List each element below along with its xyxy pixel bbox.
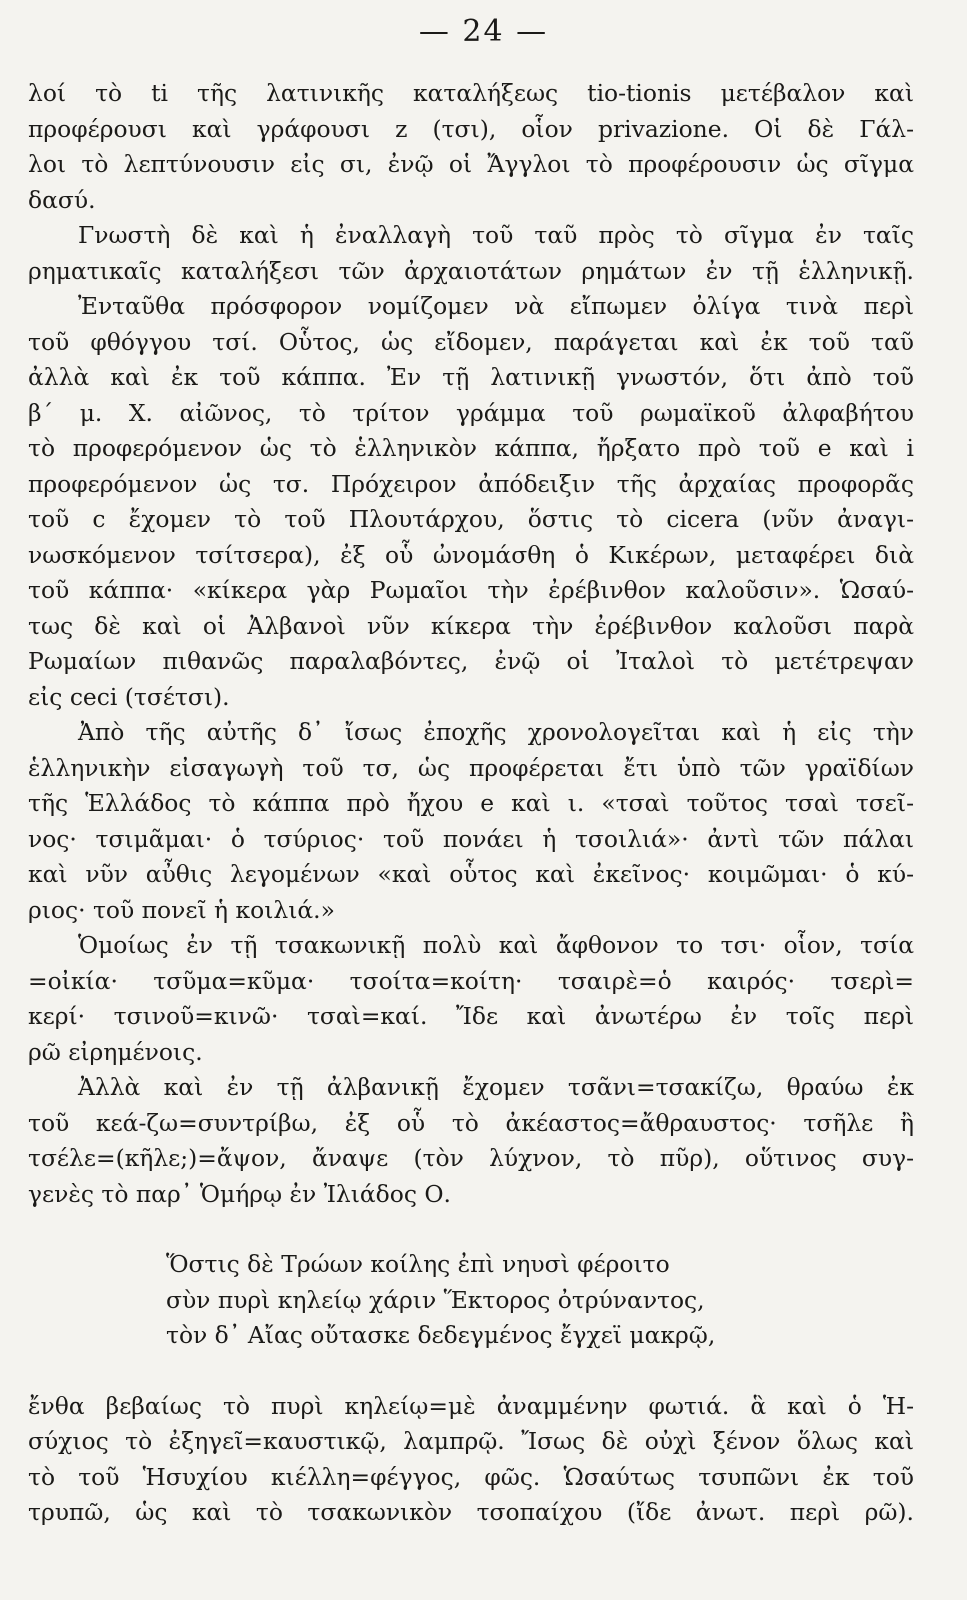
text-line: ριος· τοῦ πονεῖ ἡ κοιλιά.» — [28, 895, 335, 924]
text-line: καὶ νῦν αὖθις λεγομένων «καὶ οὗτος καὶ ἐκεῖνος· κοιμῶμαι· ὁ κύ- — [28, 860, 914, 888]
text-line: σύχιος τὸ ἐξηγεῖ=καυστικῷ, λαμπρῷ. Ἴσως δὲ οὐχὶ ξένον ὅλως καὶ — [28, 1427, 914, 1455]
verse-line: Ὅστις δὲ Τρώων κοίλης ἐπὶ νηυσὶ φέροιτο — [166, 1250, 670, 1278]
text-line: τως δὲ καὶ οἱ Ἀλβανοὶ νῦν κίκερα τὴν ἐρέβινθον καλοῦσι παρὰ — [28, 611, 914, 640]
text-line: =οἰκία· τσῦμα=κῦμα· τσοίτα=κοίτη· τσαιρὲ=ὁ καιρός· τσερὶ= — [28, 966, 914, 995]
text-line: τρυπῶ, ὡς καὶ τὸ τσακωνικὸν τσοπαίχου (ἴδε ἀνωτ. περὶ ρῶ). — [28, 1498, 914, 1526]
body-text — [28, 76, 914, 1531]
verse-line: τὸν δ᾽ Αἴας οὔτασκε δεδεγμένος ἔγχεϊ μακρῷ, — [166, 1321, 716, 1349]
text-line: τοῦ c ἔχομεν τὸ τοῦ Πλουτάρχου, ὅστις τὸ cicera (νῦν ἀναγι- — [28, 505, 914, 533]
text-line: τῆς Ἑλλάδος τὸ κάππα πρὸ ἤχου e καὶ ι. «τσαὶ τοῦτος τσαὶ τσεῖ- — [28, 789, 914, 817]
text-line: Ρωμαίων πιθανῶς παραλαβόντες, ἐνῷ οἱ Ἰταλοὶ τὸ μετέτρεψαν — [28, 647, 914, 675]
text-line: νωσκόμενον τσίτσερα), ἐξ οὗ ὠνομάσθη ὁ Κικέρων, μεταφέρει διὰ — [28, 540, 914, 569]
text-line: ἑλληνικὴν εἰσαγωγὴ τοῦ τσ, ὡς προφέρεται ἔτι ὑπὸ τῶν γραϊδίων — [28, 753, 914, 782]
text-line: κερί· τσινοῦ=κινῶ· τσαὶ=καί. Ἴδε καὶ ἀνωτέρω ἐν τοῖς περὶ — [28, 1002, 914, 1030]
text-line: ρηματικαῖς καταλήξεσι τῶν ἀρχαιοτάτων ρημάτων ἐν τῇ ἑλληνικῇ. — [28, 256, 914, 285]
text-line: Ἀπὸ τῆς αὐτῆς δ᾽ ἴσως ἐποχῆς χρονολογεῖται καὶ ἡ εἰς τὴν — [78, 718, 914, 746]
text-line: νος· τσιμᾶμαι· ὁ τσύριος· τοῦ πονάει ἡ τσοιλιά»· ἀντὶ τῶν πάλαι — [28, 824, 914, 853]
text-line: τοῦ κάππα· «κίκερα γὰρ Ρωμαῖοι τὴν ἐρέβινθον καλοῦσιν». Ὡσαύ- — [28, 576, 914, 604]
text-line: προφερόμενον ὡς τσ. Πρόχειρον ἀπόδειξιν τῆς ἀρχαίας προφορᾶς — [28, 469, 914, 498]
verse-spacer — [28, 1354, 914, 1389]
text-line: λοί τὸ ti τῆς λατινικῆς καταλήξεως tio-tionis μετέβαλον καὶ — [28, 79, 914, 107]
text-line: δασύ. — [28, 185, 96, 214]
text-line: τοῦ κεά-ζω=συντρίβω, ἐξ οὗ τὸ ἀκέαστος=ἄθραυστος· τσῆλε ἢ — [28, 1108, 914, 1137]
verse-line: σὺν πυρὶ κηλείῳ χάριν Ἕκτορος ὀτρύναντος, — [166, 1285, 705, 1314]
verse-spacer — [28, 1212, 914, 1247]
text-line: γενὲς τὸ παρ᾽ Ὁμήρῳ ἐν Ἰλιάδος Ο. — [28, 1179, 451, 1208]
text-line: Γνωστὴ δὲ καὶ ἡ ἐναλλαγὴ τοῦ ταῦ πρὸς τὸ σῖγμα ἐν ταῖς — [78, 221, 914, 249]
text-line: Ἐνταῦθα πρόσφορον νομίζομεν νὰ εἴπωμεν ὀλίγα τινὰ περὶ — [78, 292, 914, 320]
text-line: ἔνθα βεβαίως τὸ πυρὶ κηλείῳ=μὲ ἀναμμένην φωτιά. ἃ καὶ ὁ Ἡ- — [28, 1391, 914, 1420]
text-line: τσέλε=(κῆλε;)=ἄψον, ἄναψε (τὸν λύχνον, τὸ πῦρ), οὕτινος συγ- — [28, 1144, 914, 1172]
text-line: εἰς ceci (τσέτσι). — [28, 682, 230, 711]
text-line: Ὁμοίως ἐν τῇ τσακωνικῇ πολὺ καὶ ἄφθονον το τσι· οἷον, τσία — [78, 931, 914, 959]
text-line: προφέρουσι καὶ γράφουσι z (τσι), οἷον privazione. Οἱ δὲ Γάλ- — [28, 114, 914, 143]
page-number: — 24 — — [418, 14, 549, 49]
text-line: β΄ μ. Χ. αἰῶνος, τὸ τρίτον γράμμα τοῦ ρωμαϊκοῦ ἀλφαβήτου — [28, 398, 914, 427]
text-line: λοι τὸ λεπτύνουσιν εἰς σι, ἐνῷ οἱ Ἄγγλοι τὸ προφέρουσιν ὡς σῖγμα — [28, 150, 914, 178]
text-line: τοῦ φθόγγου τσί. Οὗτος, ὡς εἴδομεν, παράγεται καὶ ἐκ τοῦ ταῦ — [28, 327, 914, 356]
text-line: Ἀλλὰ καὶ ἐν τῇ ἀλβανικῇ ἔχομεν τσᾶνι=τσακίζω, θραύω ἐκ — [78, 1073, 914, 1101]
text-line: ρῶ εἰρημένοις. — [28, 1037, 203, 1066]
text-line: τὸ προφερόμενον ὡς τὸ ἑλληνικὸν κάππα, ἤρξατο πρὸ τοῦ e καὶ i — [28, 434, 914, 462]
text-line: ἀλλὰ καὶ ἐκ τοῦ κάππα. Ἐν τῇ λατινικῇ γνωστόν, ὅτι ἀπὸ τοῦ — [28, 363, 914, 391]
text-line: τὸ τοῦ Ἡσυχίου κιέλλη=φέγγος, φῶς. Ὡσαύτως τσυπῶνι ἐκ τοῦ — [28, 1462, 914, 1491]
